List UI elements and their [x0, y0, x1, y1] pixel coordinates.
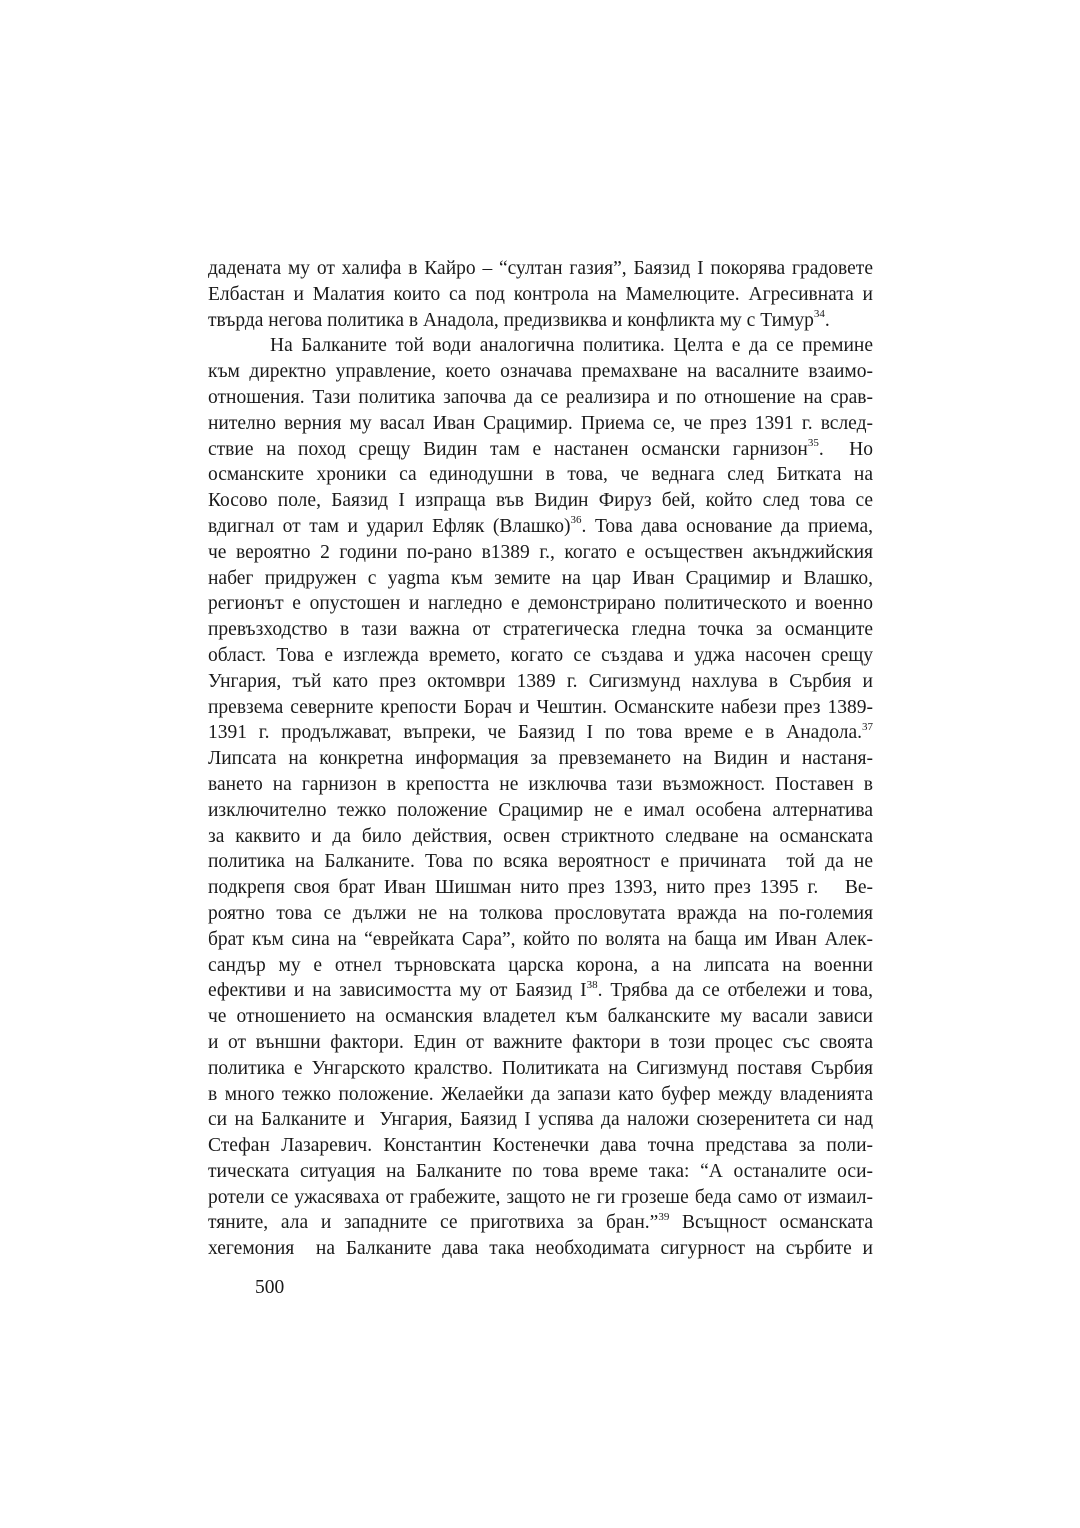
text-line: Косово поле, Баязид I изпраща във Видин Фируз бей, който след това се: [208, 490, 873, 512]
text-line: че вероятно 2 години по-рано в1389 г., когато е осъществен акънджийския: [208, 541, 873, 563]
text-line: Липсата на конкретна информация за превземането на Видин и настаня-: [208, 748, 873, 770]
text-line: ването на гарнизон в крепостта не изключва тази възможност. Поставен в: [208, 773, 873, 795]
text-line: регионът е опустошен и нагледно е демонстрирано политическото и военно: [208, 593, 873, 615]
body-text: [208, 256, 873, 1262]
text-line: нително верния му васал Иван Срацимир. Приема се, че през 1391 г. вслед-: [208, 412, 873, 434]
text-line: На Балканите той води аналогична политика. Целта е да се премине: [270, 335, 873, 357]
text-line: политика на Балканите. Това по всяка вероятност е причината той да не: [208, 851, 873, 873]
text-line: сандър му е отнел търновската царска корона, а на липсата на военни: [208, 954, 873, 976]
text-line: хегемония на Балканите дава така необходимата сигурност на сърбите и: [208, 1238, 873, 1260]
text-line: политика е Унгарското кралство. Политиката на Сигизмунд поставя Сърбия: [208, 1057, 873, 1079]
text-line: османските хроники са единодушни в това, че веднага след Битката на: [208, 464, 873, 486]
footnote-ref: 36: [570, 514, 582, 527]
text-line: твърда негова политика в Анадола, предизвиква и конфликта му с Тимур$^{34}$.: [208, 308, 830, 331]
text-line: брат към сина на “еврейката Сара”, който по волята на баща им Иван Алек-: [208, 928, 873, 950]
text-line: тяните, ала и западните се приготвиха за бран.”$^{39}$ Всъщност османската: [208, 1210, 873, 1234]
text-line: Унгария, тъй като през октомври 1389 г. Сигизмунд нахлува в Сърбия и: [208, 670, 873, 692]
footnote-ref: 35: [807, 437, 819, 450]
text-line: ефективи и на зависимостта му от Баязид $I^{38}$. Трябва да се отбележи и това,: [208, 978, 873, 1002]
text-line: към директно управление, което означава премахване на васалните взаимо-: [208, 361, 873, 383]
text-line: превъзходство в тази важна от стратегическа гледна точка за османците: [208, 619, 873, 641]
footnote-ref: 39: [658, 1210, 670, 1223]
footnote-ref: 37: [862, 720, 873, 733]
text-line: Елбастан и Малатия които са под контрола на Мамелюците. Агресивната и: [208, 283, 873, 305]
text-line: за каквито и да било действия, освен стриктното следване на османската: [208, 825, 873, 847]
text-line: ротели се ужасяваха от грабежите, защото не ги грозеше беда само от измаил-: [208, 1186, 873, 1208]
text-line: тическата ситуация на Балканите по това време така: “А останалите оси-: [208, 1160, 873, 1182]
text-line: Стефан Лазаревич. Константин Костенечки дава точна представа за поли-: [208, 1135, 873, 1157]
text-line: ствие на поход срещу Видин там е настанен османски гарнизон$^{35}$. Но: [208, 437, 873, 460]
text-line: отношения. Тази политика започва да се реализира и по отношение на срав-: [208, 386, 873, 408]
text-line: че отношението на османския владетел към балканските му васали зависи: [208, 1006, 873, 1028]
text-line: вдигнал от там и ударил Ефляк (Влашко)$^{36}$. Това дава основание да приема,: [208, 514, 873, 537]
text-line: дадената му от халифа в Кайро – “султан газия”, Баязид I покорява градовете: [208, 258, 873, 279]
footnote-ref: 38: [586, 978, 598, 991]
page-number: 500: [255, 1277, 285, 1298]
text-line: си на Балканите и Унгария, Баязид I успява да наложи сюзеренитета си над: [208, 1109, 873, 1131]
text-line: и от външни фактори. Един от важните фактори в този процес със своята: [208, 1031, 873, 1053]
footnote-ref: 34: [813, 308, 825, 321]
text-line: изключително тежко положение Срацимир не е имал особена алтернатива: [208, 799, 873, 821]
text-line: роятно това се дължи не на толкова прословутата вражда на по-големия: [208, 902, 873, 924]
text-line: превзема северните крепости Борач и Чештин. Османските набези през 1389-: [208, 696, 873, 718]
text-line: набег придружен с yagma към земите на цар Иван Срацимир и Влашко,: [208, 567, 873, 589]
text-line: подкрепя своя брат Иван Шишман нито през 1393, нито през 1395 г. Ве-: [208, 877, 873, 899]
text-line: в много тежко положение. Желаейки да запази като буфер между владенията: [208, 1083, 873, 1105]
text-line: 1391 г. продължават, въпреки, че Баязид I по това време е в Анадола.$^{37}$: [208, 720, 873, 744]
text-line: област. Това е изглежда времето, когато се създава и уджа насочен срещу: [208, 644, 873, 666]
